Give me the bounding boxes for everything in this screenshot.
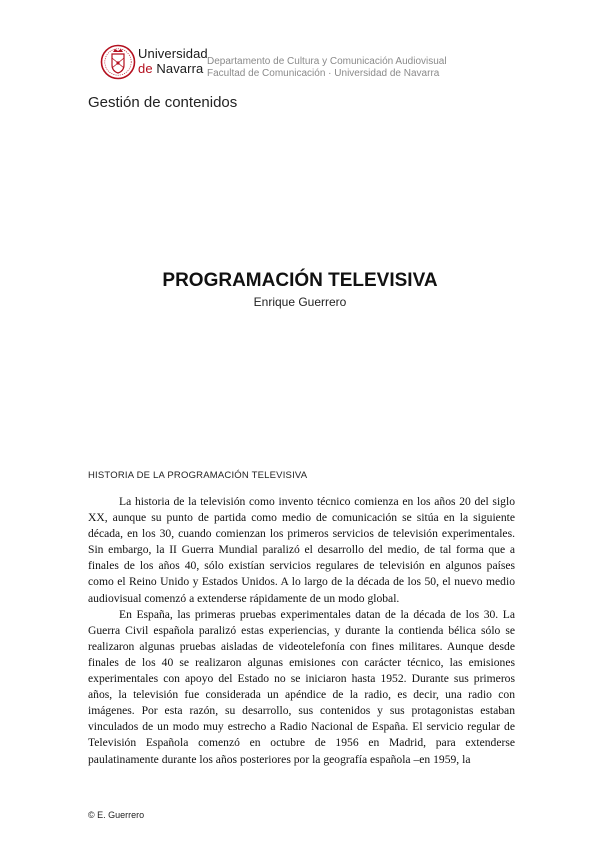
department-info [207, 56, 447, 80]
document-author: Enrique Guerrero [253, 295, 347, 309]
department-name: Departamento de Cultura y Comunicación Audiovisual [207, 56, 447, 67]
wordmark-line2 [138, 61, 208, 76]
paragraph-1: La historia de la televisión como invento técnico comienza en los años 20 del siglo XX, aunque su punto de partida como medio de comunicación se sitúa en la siguiente década, en los 30, cuando comienzan los primeros servicios de televisión experimentales. Sin embargo, la II Guerra Mundial paralizó el desarrollo del medio, de tal forma que a finales de los años 40, sólo existían servicios regulares de televisión en algunos países como el Reino Unido y Estados Unidos. A lo largo de la década de los 50, el nuevo medio audiovisual comenzó a extenderse rápidamente de un modo global. [88, 495, 515, 605]
university-wordmark [138, 46, 208, 76]
faculty-name: Facultad de Comunicación · Universidad de Navarra [207, 68, 440, 79]
page-header [100, 40, 520, 86]
wordmark-navarra: Navarra [156, 61, 204, 76]
chapter-heading: HISTORIA DE LA PROGRAMACIÓN TELEVISIVA [88, 470, 308, 481]
wordmark-line1: Universidad [138, 46, 208, 61]
document-title: PROGRAMACIÓN TELEVISIVA [162, 270, 438, 291]
university-seal-icon [100, 40, 136, 84]
section-title: Gestión de contenidos [88, 94, 238, 111]
wordmark-de: de [138, 61, 153, 76]
page-footer: © E. Guerrero [88, 810, 145, 820]
body-text [88, 494, 515, 768]
paragraph-2: En España, las primeras pruebas experimentales datan de la década de los 30. La Guerra Civil española paralizó estas experiencias, y durante la contienda bélica sólo se realizaron algunas pruebas aisladas de videotelefonía con fines militares. Aunque desde finales de los 40 se realizaron algunas emisiones con carácter técnico, las emisiones experimentales con apoyo del Estado no se iniciaron hasta 1952. Durante sus primeros años, la televisión fue considerada un apéndice de la radio, es decir, una radio con imágenes. Por esta razón, su desarrollo, sus contenidos y sus protagonistas estaban vinculados de un modo muy estrecho a Radio Nacional de España. El servicio regular de Televisión Española comenzó en octubre de 1956 en Madrid, para extenderse paulatinamente durante los años posteriores por la geografía española –en 1959, la [88, 607, 515, 766]
